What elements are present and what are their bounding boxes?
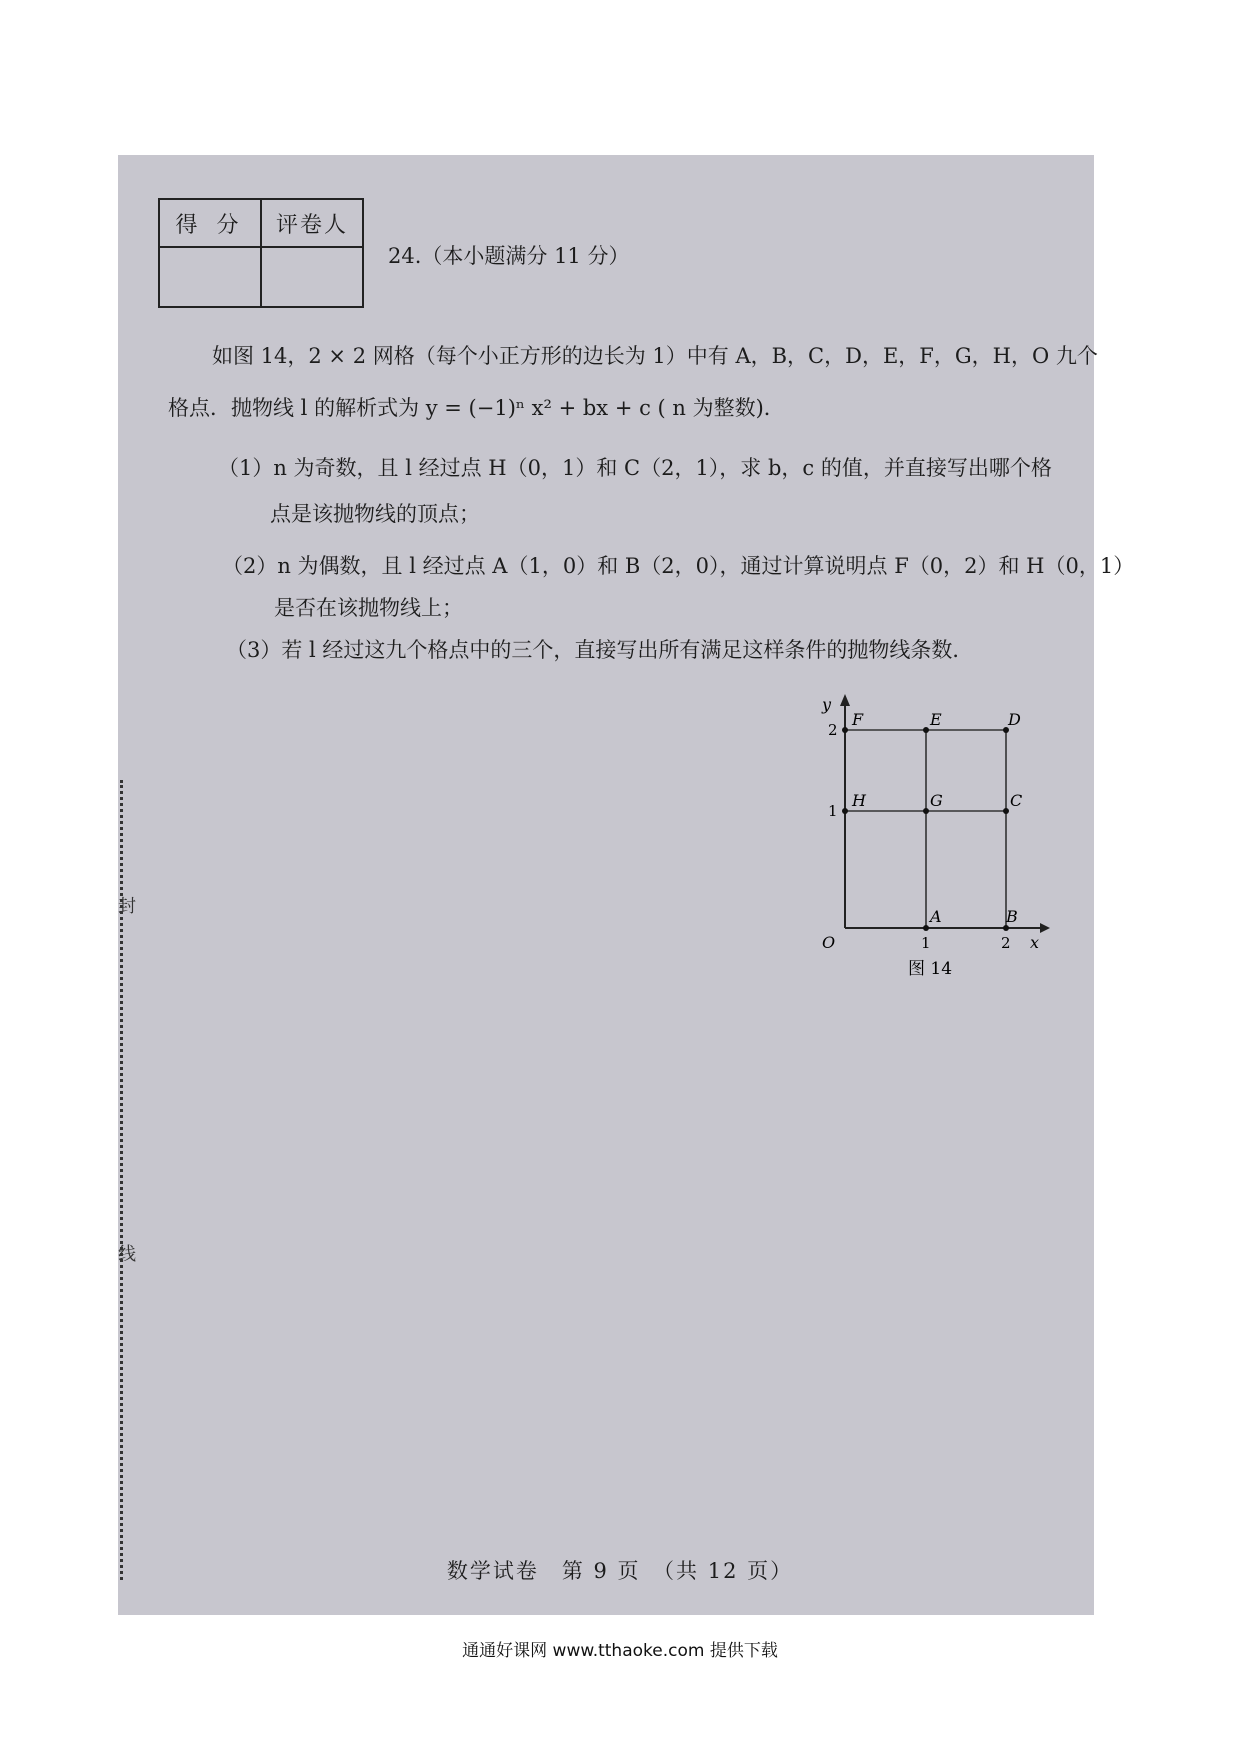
margin-line-label: 线 — [118, 1244, 136, 1265]
x-tick-1: 1 — [921, 934, 931, 952]
figure-caption: 图 14 — [908, 959, 953, 979]
part3-line-1: （3）若 l 经过这九个格点中的三个，直接写出所有满足这样条件的抛物线条数． — [226, 638, 974, 662]
intro-line-1: 如图 14，2 × 2 网格（每个小正方形的边长为 1）中有 A，B，C，D，E，F，G，H，O 九个 — [212, 344, 1098, 368]
point-A-dot — [923, 925, 929, 931]
y-tick-1: 1 — [828, 802, 838, 820]
origin-label: O — [822, 933, 836, 952]
x-axis-label: x — [1030, 933, 1040, 952]
intro-line-2: 格点．抛物线 l 的解析式为 y = (−1)ⁿ x² + bx + c ( n 为整数)． — [168, 396, 785, 420]
margin-seal-label: 封 — [118, 896, 136, 917]
point-E-dot — [923, 727, 929, 733]
page-footer: 数学试卷 第 9 页 （共 12 页） — [446, 1559, 794, 1583]
y-axis-arrow-icon — [840, 694, 850, 706]
x-axis-arrow-icon — [1040, 923, 1050, 933]
x-tick-2: 2 — [1001, 934, 1011, 952]
point-C-dot — [1003, 808, 1009, 814]
question-title: 24.（本小题满分 11 分） — [388, 244, 630, 268]
point-G-dot — [923, 808, 929, 814]
score-label: 得 分 — [159, 199, 261, 247]
part2-line-2: 是否在该抛物线上； — [274, 596, 463, 620]
grader-cell — [261, 247, 363, 307]
grid-figure-14 — [800, 690, 1060, 979]
part1-line-1: （1）n 为奇数，且 l 经过点 H（0，1）和 C（2，1），求 b，c 的值，并直接写出哪个格 — [218, 456, 1052, 480]
point-G-label: G — [930, 791, 943, 810]
point-F-label: F — [852, 710, 864, 729]
point-F-dot — [842, 727, 848, 733]
y-tick-2: 2 — [828, 721, 838, 739]
point-H-label: H — [852, 791, 866, 810]
download-credit: 通通好课网 www.tthaoke.com 提供下载 — [462, 1641, 778, 1661]
score-table — [158, 198, 364, 308]
y-axis-label: y — [822, 695, 832, 714]
point-D-label: D — [1008, 710, 1021, 729]
score-cell — [159, 247, 261, 307]
point-E-label: E — [930, 710, 942, 729]
grader-label: 评卷人 — [261, 199, 363, 247]
point-B-label: B — [1006, 907, 1018, 926]
part1-line-2: 点是该抛物线的顶点； — [270, 502, 480, 526]
point-H-dot — [842, 808, 848, 814]
point-C-label: C — [1010, 791, 1023, 810]
point-A-label: A — [930, 907, 942, 926]
part2-line-1: （2）n 为偶数，且 l 经过点 A（1，0）和 B（2，0），通过计算说明点 F（0，2）和 H（0，1） — [222, 554, 1135, 578]
